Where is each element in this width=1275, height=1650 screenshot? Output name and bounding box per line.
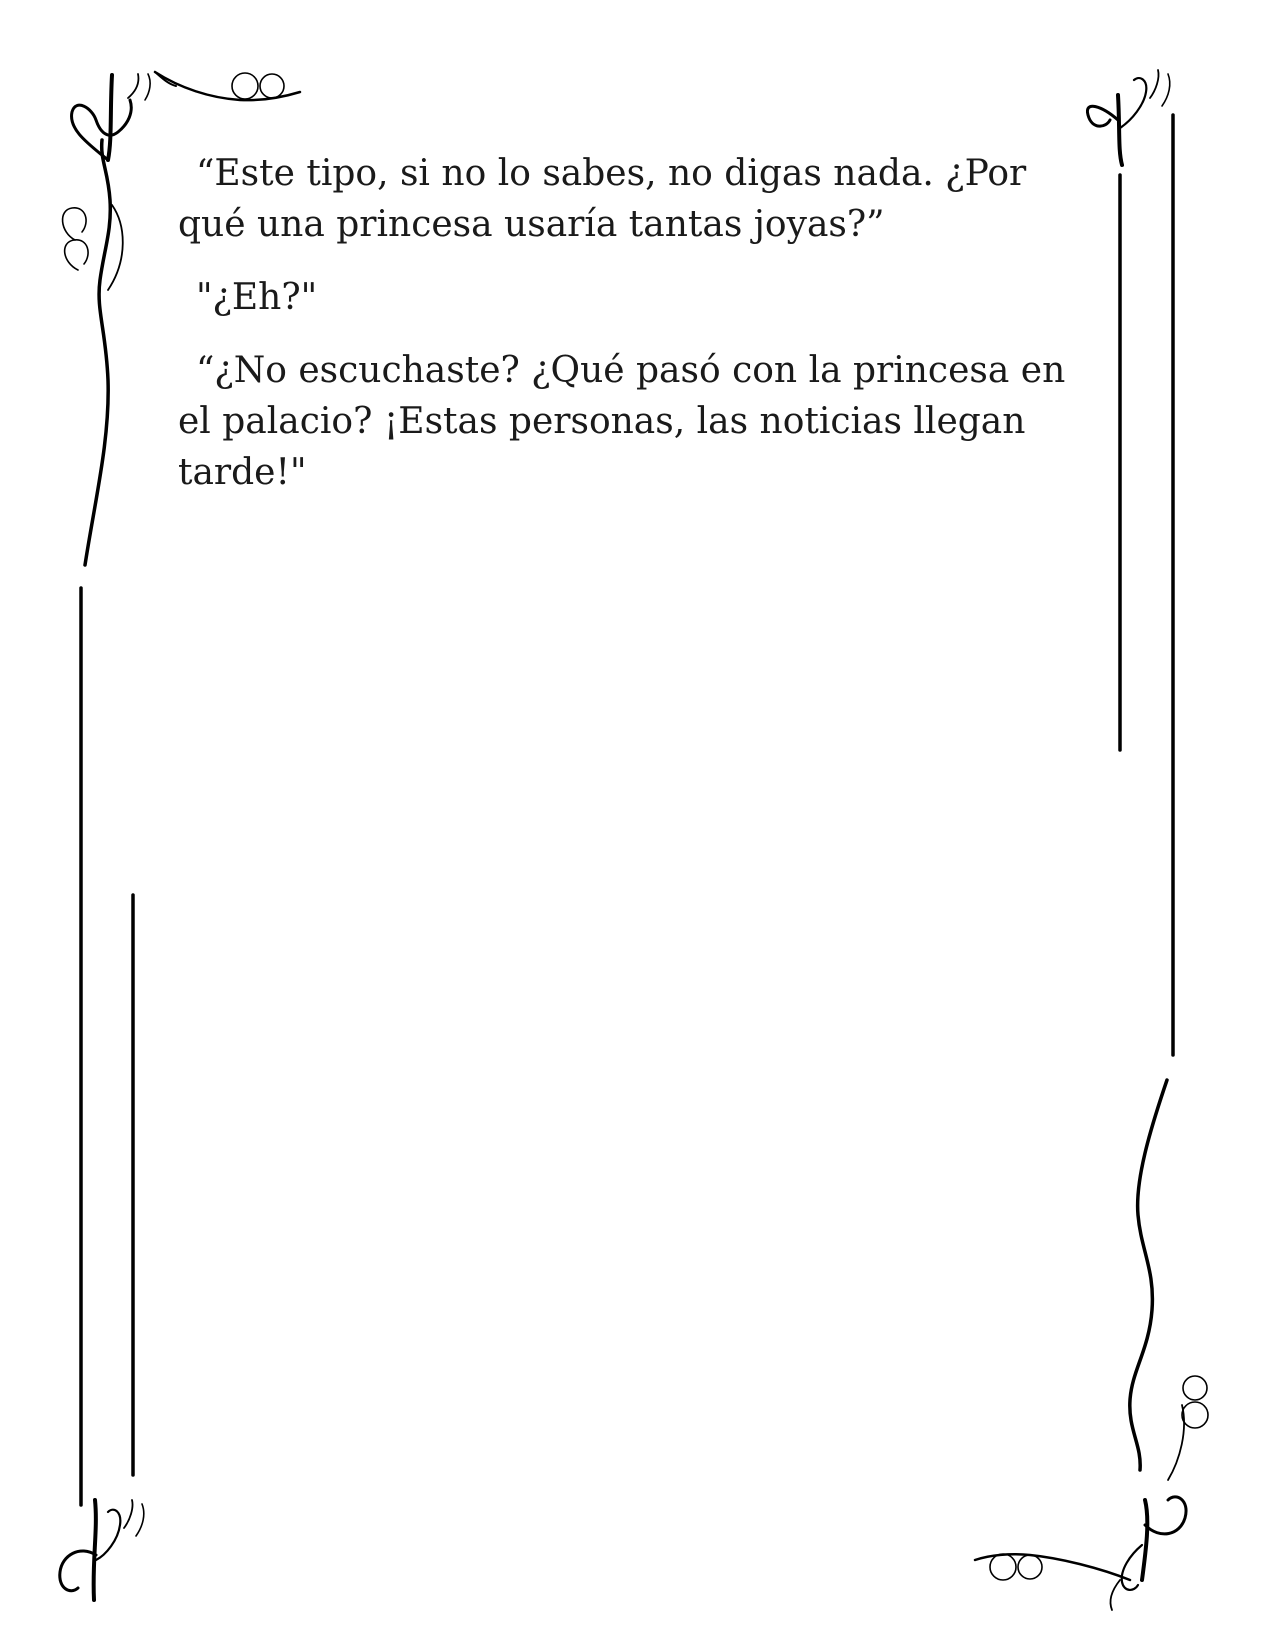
bottom-left-flourish [60,1500,144,1600]
top-right-flourish [1087,70,1169,165]
body-text [178,148,1098,520]
paragraph: “Este tipo, si no lo sabes, no digas nada. ¿Por qué una princesa usaría tantas joyas?” [178,153,1027,245]
paragraph: “¿No escuchaste? ¿Qué pasó con la princesa en el palacio? ¡Estas personas, las noticias llegan tarde!" [178,350,1066,493]
bottom-right-flourish [975,1080,1208,1610]
paragraph: "¿Eh?" [196,277,318,318]
